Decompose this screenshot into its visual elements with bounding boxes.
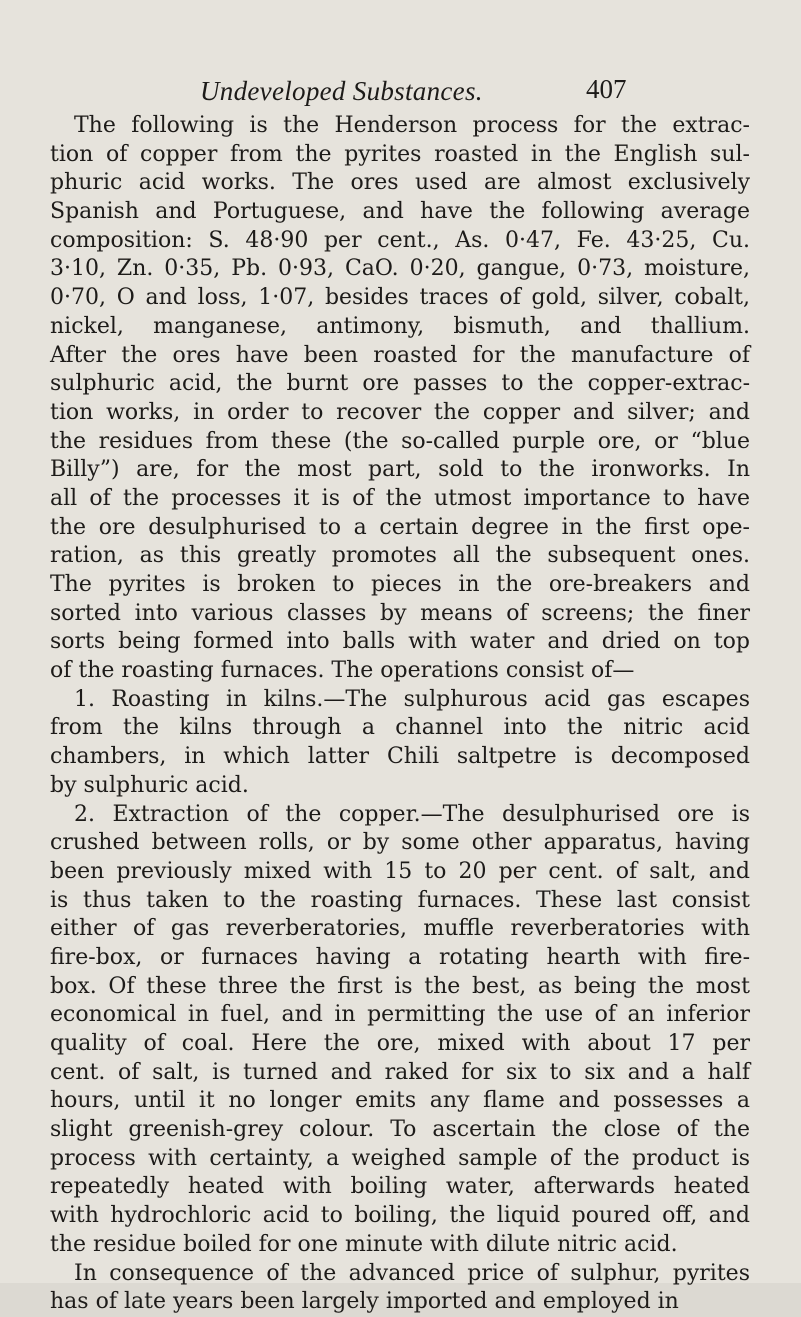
text-line: The pyrites is broken to pieces in the ore-breakers and [50, 572, 750, 597]
page-number: 407 [586, 74, 627, 104]
text-line: 2. Extraction of the copper.—The desulphurised ore is [74, 801, 750, 827]
text-line: process with certainty, a weighed sample of the product is [50, 1145, 750, 1171]
text-line: by sulphuric acid. [50, 772, 249, 798]
text-line: crushed between rolls, or by some other apparatus, having [50, 830, 750, 856]
text-line: box. Of these three the first is the best, as being the most [50, 973, 750, 999]
text-line: economical in fuel, and in permitting the use of an inferior [50, 1002, 750, 1028]
text-line: 1. Roasting in kilns.—The sulphurous acid gas escapes [74, 686, 750, 712]
body-text [50, 112, 750, 1317]
text-line: phuric acid works. The ores used are almost exclusively [50, 170, 750, 196]
text-line: has of late years been largely imported and employed in [50, 1289, 679, 1315]
text-line: the residue boiled for one minute with dilute nitric acid. [50, 1231, 678, 1257]
text-line: the residues from these (the so-called purple ore, or “blue [50, 428, 750, 454]
text-line: ration, as this greatly promotes all the subsequent ones. [50, 543, 750, 569]
text-line: hours, until it no longer emits any flame and possesses a [50, 1088, 750, 1114]
text-line: slight greenish-grey colour. To ascertain the close of the [50, 1117, 750, 1143]
text-line: 0·70, O and loss, 1·07, besides traces of gold, silver, cobalt, [50, 285, 750, 311]
text-line: the ore desulphurised to a certain degree in the first ope- [50, 514, 750, 540]
text-line: Billy”) are, for the most part, sold to the ironworks. In [50, 457, 750, 483]
text-line: from the kilns through a channel into the nitric acid [50, 715, 750, 741]
running-title: Undeveloped Substances. [200, 76, 483, 106]
text-line: is thus taken to the roasting furnaces. These last consist [50, 887, 750, 913]
text-line: The following is the Henderson process for the extrac- [74, 113, 750, 138]
text-line: cent. of salt, is turned and raked for six to six and a half [50, 1059, 750, 1085]
text-line: all of the processes it is of the utmost importance to have [50, 485, 750, 511]
text-line: In consequence of the advanced price of sulphur, pyrites [74, 1260, 750, 1286]
text-line: fire-box, or furnaces having a rotating hearth with fire- [50, 944, 750, 970]
text-line: 3·10, Zn. 0·35, Pb. 0·93, CaO. 0·20, gangue, 0·73, moisture, [50, 256, 750, 282]
text-line: with hydrochloric acid to boiling, the liquid poured off, and [50, 1203, 750, 1229]
text-line: repeatedly heated with boiling water, afterwards heated [50, 1174, 750, 1200]
text-line: quality of coal. Here the ore, mixed with about 17 per [50, 1031, 750, 1056]
text-line: composition: S. 48·90 per cent., As. 0·47, Fe. 43·25, Cu. [50, 227, 750, 253]
text-line: sulphuric acid, the burnt ore passes to the copper-extrac- [50, 371, 750, 397]
text-line: of the roasting furnaces. The operations consist of— [50, 658, 635, 684]
text-line: been previously mixed with 15 to 20 per cent. of salt, and [50, 858, 750, 884]
text-line: sorted into various classes by means of screens; the finer [50, 600, 750, 626]
text-line: tion works, in order to recover the copper and silver; and [50, 399, 750, 425]
text-line: sorts being formed into balls with water and dried on top [50, 629, 750, 655]
text-line: either of gas reverberatories, muffle reverberatories with [50, 916, 750, 942]
text-line: nickel, manganese, antimony, bismuth, and thallium. [50, 313, 750, 339]
text-line: chambers, in which latter Chili saltpetre is decomposed [50, 744, 750, 770]
text-line: Spanish and Portuguese, and have the following average [50, 199, 750, 225]
text-line: After the ores have been roasted for the manufacture of [50, 342, 750, 368]
text-line: tion of copper from the pyrites roasted in the English sul- [50, 141, 750, 167]
